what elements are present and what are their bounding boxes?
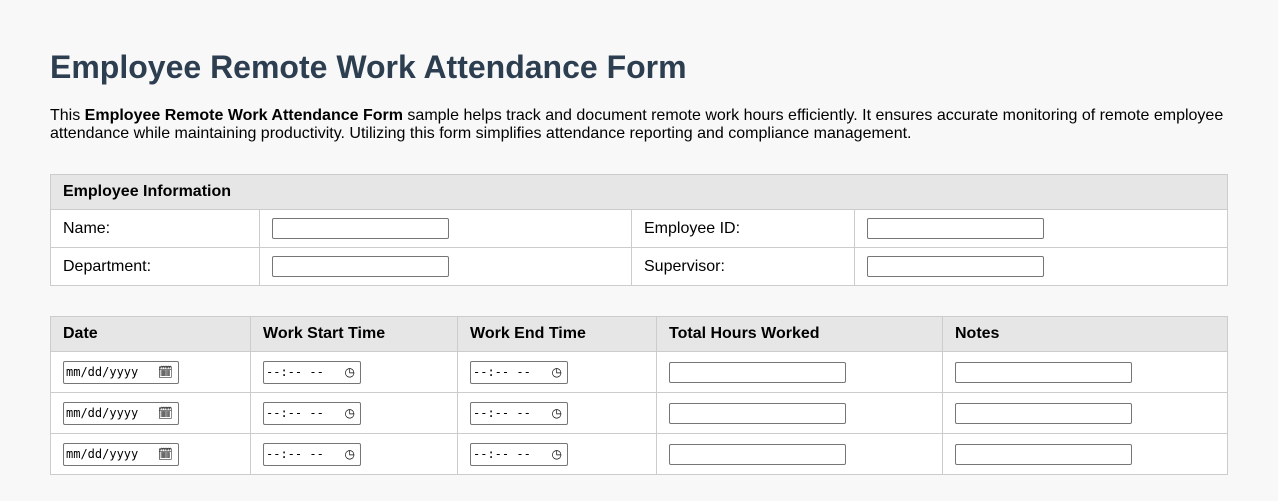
calendar-icon[interactable]: 🗓︎ [157, 365, 173, 379]
attendance-table [50, 316, 1228, 475]
clock-icon[interactable]: ◷ [344, 365, 355, 379]
date-placeholder: mm/dd/yyyy [66, 447, 139, 461]
date-input[interactable] [63, 443, 179, 466]
time-placeholder: --:-- -- [473, 406, 531, 420]
table-row [51, 434, 1228, 475]
clock-icon[interactable]: ◷ [551, 406, 562, 420]
department-input[interactable] [272, 256, 449, 277]
total-hours-input[interactable] [669, 444, 846, 465]
notes-input[interactable] [955, 444, 1132, 465]
end-time-input[interactable] [470, 361, 568, 384]
total-hours-input[interactable] [669, 403, 846, 424]
notes-input[interactable] [955, 403, 1132, 424]
employee-id-label: Employee ID: [632, 210, 855, 248]
time-placeholder: --:-- -- [473, 365, 531, 379]
date-input[interactable] [63, 361, 179, 384]
clock-icon[interactable]: ◷ [344, 406, 355, 420]
end-time-input[interactable] [470, 402, 568, 425]
header-total-hours: Total Hours Worked [657, 317, 943, 352]
table-row [51, 352, 1228, 393]
intro-text: This Employee Remote Work Attendance Form sample helps track and document remote work hours efficiently. It ensures accurate monitoring of remote employee attendance while maintaining productivity. Utilizing this form simplifies attendance reporting and compliance management. [50, 107, 1224, 142]
notes-input[interactable] [955, 362, 1132, 383]
clock-icon[interactable]: ◷ [551, 365, 562, 379]
supervisor-input[interactable] [867, 256, 1044, 277]
department-label: Department: [51, 248, 260, 286]
clock-icon[interactable]: ◷ [551, 447, 562, 461]
header-start-time: Work Start Time [251, 317, 458, 352]
header-date: Date [51, 317, 251, 352]
time-placeholder: --:-- -- [266, 365, 324, 379]
total-hours-input[interactable] [669, 362, 846, 383]
date-placeholder: mm/dd/yyyy [66, 406, 139, 420]
table-row [51, 393, 1228, 434]
header-end-time: Work End Time [458, 317, 657, 352]
calendar-icon[interactable]: 🗓︎ [157, 406, 173, 420]
date-placeholder: mm/dd/yyyy [66, 365, 139, 379]
employee-info-header: Employee Information [51, 175, 1228, 210]
supervisor-label: Supervisor: [632, 248, 855, 286]
page-title: Employee Remote Work Attendance Form [50, 49, 687, 85]
time-placeholder: --:-- -- [266, 447, 324, 461]
name-label: Name: [51, 210, 260, 248]
employee-id-input[interactable] [867, 218, 1044, 239]
end-time-input[interactable] [470, 443, 568, 466]
employee-info-table [50, 174, 1228, 286]
clock-icon[interactable]: ◷ [344, 447, 355, 461]
start-time-input[interactable] [263, 443, 361, 466]
calendar-icon[interactable]: 🗓︎ [157, 447, 173, 461]
date-input[interactable] [63, 402, 179, 425]
start-time-input[interactable] [263, 361, 361, 384]
time-placeholder: --:-- -- [473, 447, 531, 461]
header-notes: Notes [943, 317, 1228, 352]
time-placeholder: --:-- -- [266, 406, 324, 420]
start-time-input[interactable] [263, 402, 361, 425]
name-input[interactable] [272, 218, 449, 239]
